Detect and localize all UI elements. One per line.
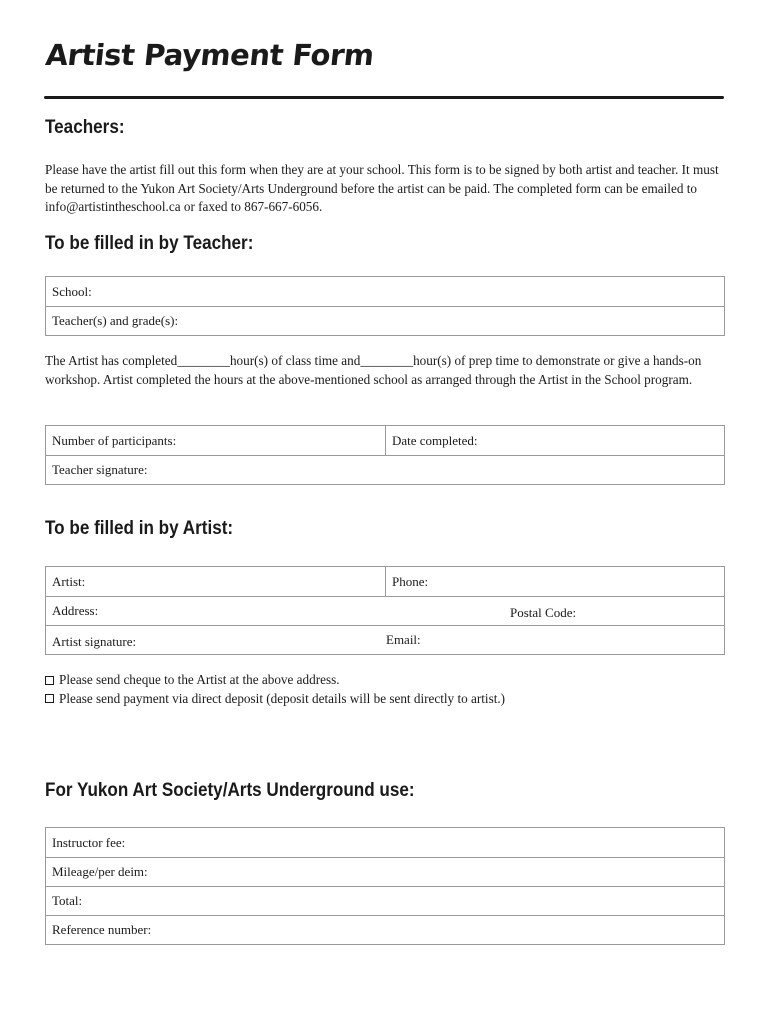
artist-info-table [45,566,725,655]
teacher-grade-label: Teacher(s) and grade(s): [52,313,179,328]
teacher-section-heading: To be filled in by Teacher: [45,233,254,254]
address-label: Address: [52,603,99,618]
direct-deposit-option-label: Please send payment via direct deposit (deposit details will be sent directly to artist.) [59,690,506,706]
form-title: Artist Payment Form [44,38,376,72]
teacher-signature-row[interactable] [46,455,724,484]
instructor-fee-label: Instructor fee: [52,834,126,850]
postal-code-label: Postal Code: [510,605,577,620]
cheque-checkbox[interactable] [45,676,54,685]
artist-signature-label: Artist signature: [52,634,137,649]
address-row[interactable] [46,596,724,625]
participants-date-row [46,426,724,455]
cheque-option[interactable] [45,671,505,690]
total-row[interactable] [46,886,724,915]
hours-statement: The Artist has completed________hour(s) of class time and________hour(s) of prep time to demonstrate or give a hands-on workshop. Artist completed the hours at the above-mentioned school as arranged through the Artist in the School program. [45,353,702,387]
cheque-option-label: Please send cheque to the Artist at the above address. [59,672,340,687]
school-label: School: [52,283,92,299]
total-label: Total: [52,893,83,908]
payment-options [45,671,505,708]
signature-email-row[interactable] [46,625,724,654]
artist-section-heading: To be filled in by Artist: [45,518,234,539]
date-completed-field[interactable]: Date completed: [392,432,478,448]
reference-number-label: Reference number: [52,922,152,937]
instructor-fee-row[interactable] [46,828,724,857]
teacher-info-table [45,276,725,336]
mileage-label: Mileage/per deim: [52,864,148,879]
teachers-heading: Teachers: [45,117,125,138]
teacher-completion-table [45,425,725,485]
office-section-heading: For Yukon Art Society/Arts Underground use: [45,780,415,801]
email-label: Email: [386,632,421,647]
direct-deposit-option[interactable] [45,690,505,709]
artist-name-field[interactable]: Artist: [46,567,386,596]
phone-field[interactable]: Phone: [392,573,429,589]
mileage-row[interactable] [46,857,724,886]
teachers-intro: Please have the artist fill out this form when they are at your school. This form is to be signed by both artist and teacher. It must be returned to the Yukon Art Society/Arts Underground before the artist can be paid. The completed form can be emailed to info@artistintheschool.ca or faxed to 867-667-6056. [45,162,719,214]
teacher-signature-label: Teacher signature: [52,462,148,477]
office-use-table [45,827,725,945]
title-rule [44,96,724,99]
school-row[interactable] [46,277,724,306]
reference-number-row[interactable] [46,915,724,944]
direct-deposit-checkbox[interactable] [45,694,54,703]
participants-field[interactable]: Number of participants: [46,426,386,455]
artist-phone-row [46,567,724,596]
teacher-grade-row[interactable] [46,306,724,335]
